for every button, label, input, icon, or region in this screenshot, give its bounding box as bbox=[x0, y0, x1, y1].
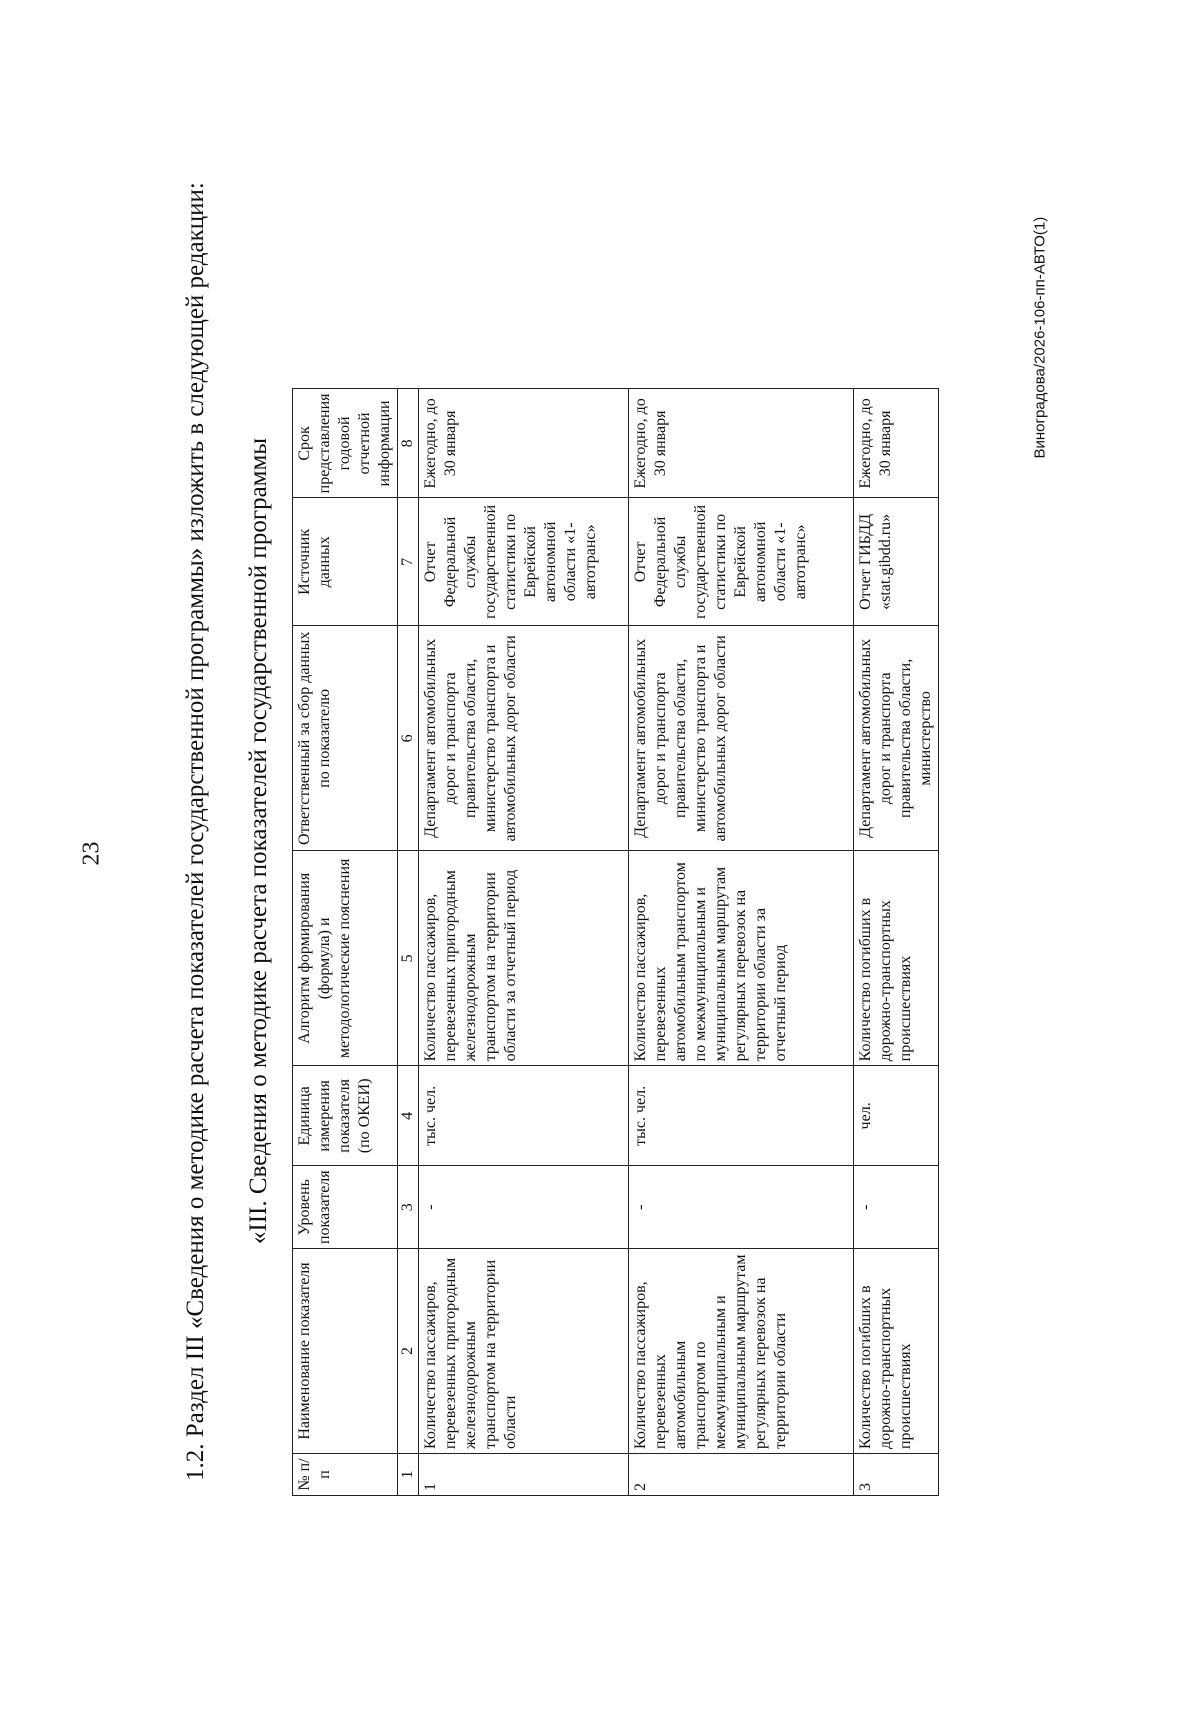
indicator-level: - bbox=[854, 1166, 939, 1249]
indicator-algorithm: Количество пассажиров, перевезенных автомобильным транспортом по межмуниципальным и муниципальным маршрутам регулярных перевозок на территории области за отчетный период bbox=[629, 851, 854, 1066]
column-index-row bbox=[398, 389, 419, 1496]
header-source: Источник данных bbox=[293, 498, 398, 626]
row-number: 3 bbox=[854, 1454, 939, 1496]
table-row bbox=[419, 389, 629, 1496]
amendment-heading: 1.2. Раздел III «Сведения о методике расчета показателей государственной программы» изложить в следующей редакции: bbox=[182, 182, 209, 1481]
indicator-level: - bbox=[419, 1166, 629, 1249]
methodology-table bbox=[292, 388, 939, 1496]
header-indicator-name: Наименование показателя bbox=[293, 1249, 398, 1454]
column-index: 4 bbox=[398, 1066, 419, 1166]
column-index: 3 bbox=[398, 1166, 419, 1249]
indicator-deadline: Ежегодно, до 30 января bbox=[419, 389, 629, 498]
indicator-algorithm: Количество пассажиров, перевезенных пригородным железнодорожным транспортом на территории области за отчетный период bbox=[419, 851, 629, 1066]
header-unit: Единица измерения показателя (по ОКЕИ) bbox=[293, 1066, 398, 1166]
header-responsible: Ответственный за сбор данных по показателю bbox=[293, 626, 398, 851]
column-index: 8 bbox=[398, 389, 419, 498]
column-index: 6 bbox=[398, 626, 419, 851]
page-number: 23 bbox=[78, 841, 105, 866]
indicator-responsible: Департамент автомобильных дорог и транспорта правительства области, министерство bbox=[854, 626, 939, 851]
column-index: 2 bbox=[398, 1249, 419, 1454]
table-header-row bbox=[293, 389, 398, 1496]
table-row bbox=[629, 389, 854, 1496]
indicator-unit: тыс. чел. bbox=[629, 1066, 854, 1166]
table-row bbox=[854, 389, 939, 1496]
header-number: № п/п bbox=[293, 1454, 398, 1496]
indicator-level: - bbox=[629, 1166, 854, 1249]
row-number: 2 bbox=[629, 1454, 854, 1496]
indicator-name: Количество пассажиров, перевезенных пригородным железнодорожным транспортом на территории области bbox=[419, 1249, 629, 1454]
indicator-source: Отчет Федеральной службы государственной статистики по Еврейской автономной области «1-автотранс» bbox=[419, 498, 629, 626]
document-code: Виноградова/2026-106-пп-АВТО(1) bbox=[1031, 216, 1049, 459]
column-index: 1 bbox=[398, 1454, 419, 1496]
indicator-deadline: Ежегодно, до 30 января bbox=[854, 389, 939, 498]
row-number: 1 bbox=[419, 1454, 629, 1496]
header-algorithm: Алгоритм формирования (формула) и методологические пояснения bbox=[293, 851, 398, 1066]
header-deadline: Срок представления годовой отчетной информации bbox=[293, 389, 398, 498]
table-title: «III. Сведения о методике расчета показателей государственной программы bbox=[245, 437, 272, 1245]
indicator-unit: тыс. чел. bbox=[419, 1066, 629, 1166]
column-index: 5 bbox=[398, 851, 419, 1066]
indicator-responsible: Департамент автомобильных дорог и транспорта правительства области, министерство транспорта и автомобильных дорог области bbox=[419, 626, 629, 851]
indicator-source: Отчет Федеральной службы государственной статистики по Еврейской автономной области «1-автотранс» bbox=[629, 498, 854, 626]
header-level: Уровень показателя bbox=[293, 1166, 398, 1249]
indicator-unit: чел. bbox=[854, 1066, 939, 1166]
indicator-source: Отчет ГИБДД «stat.gibdd.ru» bbox=[854, 498, 939, 626]
indicator-responsible: Департамент автомобильных дорог и транспорта правительства области, министерство транспорта и автомобильных дорог области bbox=[629, 626, 854, 851]
indicator-deadline: Ежегодно, до 30 января bbox=[629, 389, 854, 498]
indicator-name: Количество погибших в дорожно-транспортных происшествиях bbox=[854, 1249, 939, 1454]
column-index: 7 bbox=[398, 498, 419, 626]
indicator-algorithm: Количество погибших в дорожно-транспортных происшествиях bbox=[854, 851, 939, 1066]
indicator-name: Количество пассажиров, перевезенных автомобильным транспортом по межмуниципальным и муниципальным маршрутам регулярных перевозок на территории области bbox=[629, 1249, 854, 1454]
